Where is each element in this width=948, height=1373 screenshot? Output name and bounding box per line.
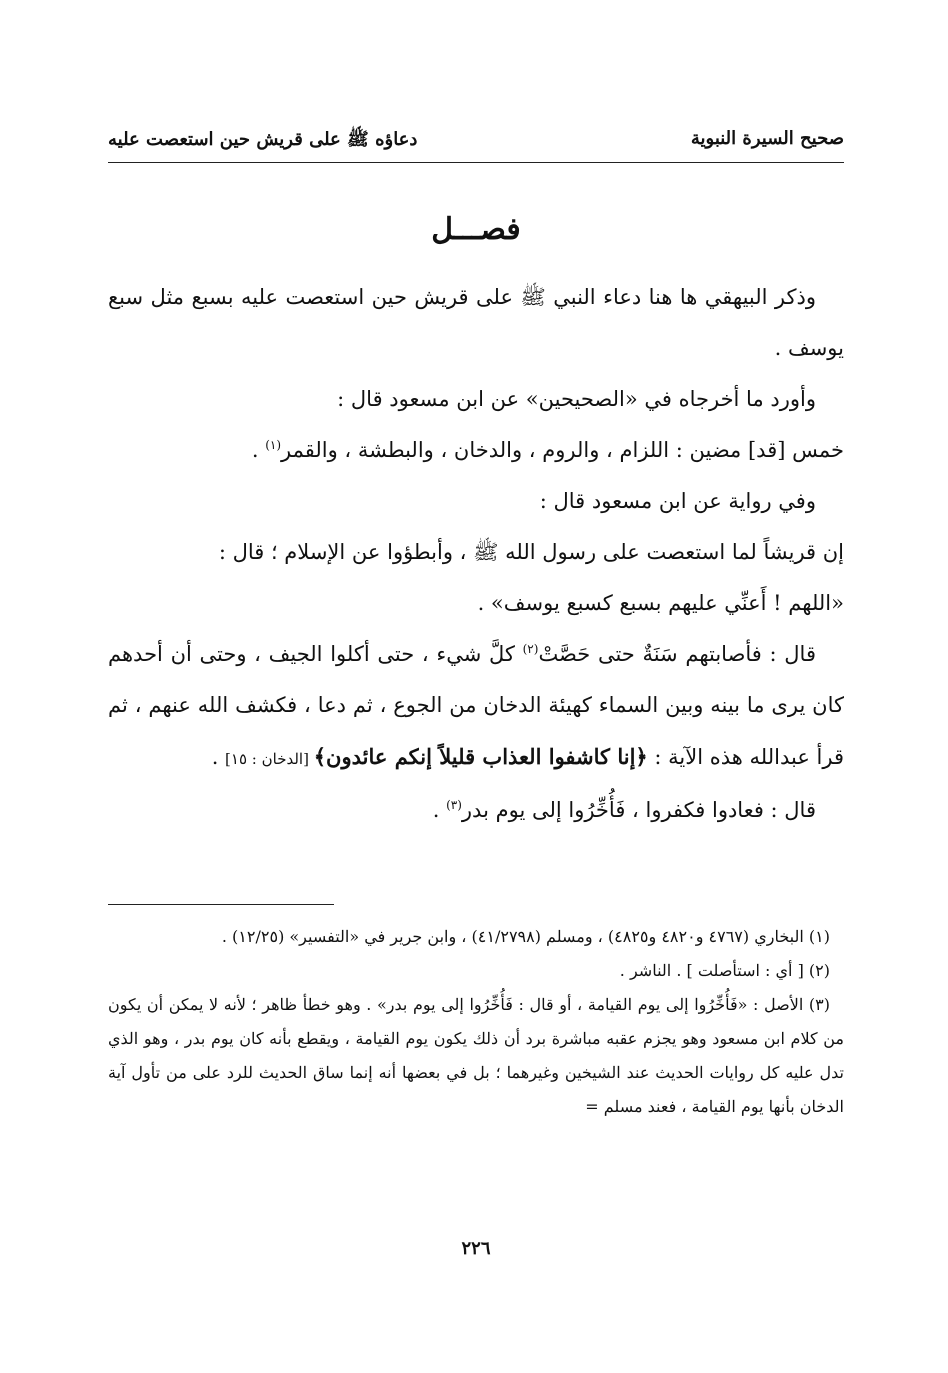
paragraph-7-text-b: كلَّ شيء ، حتى أكلوا الجيف ، وحتى أن أحدهم كان يرى ما بينه وبين السماء كهيئة الدخان من الجوع ، ثم دعا ، فكشف الله عنهم ، ثم قرأ عبدالله هذه الآية : [108, 642, 844, 769]
footnote-marker-2: (٢) [522, 642, 539, 656]
chapter-title: دعاؤه ﷺ على قريش حين استعصت عليه [108, 129, 418, 150]
paragraph-8-end: . [432, 798, 447, 822]
paragraph-1: وذكر البيهقي ها هنا دعاء النبي ﷺ على قريش حين استعصت عليه بسبع مثل سبع يوسف . [108, 285, 844, 360]
paragraph-7 [108, 629, 844, 785]
paragraph-3-end: . [251, 438, 266, 462]
paragraph-4: وفي رواية عن ابن مسعود قال : [539, 489, 816, 513]
paragraph-6: «اللهم ! أَعنِّي عليهم بسبع كسبع يوسف» . [477, 591, 844, 615]
paragraph-7-text-a: قال : فأصابتهم سَنَةٌ حتى حَصَّتْ [538, 642, 816, 666]
paragraph-3 [108, 425, 844, 476]
book-title: صحيح السيرة النبوية [690, 128, 844, 149]
footnotes [108, 920, 844, 1124]
book-page [108, 0, 844, 1373]
footnote-3: (٣) الأصل : «فَأُخِّرُوا إلى يوم القيامة ، أو قال : فَأُخِّرُوا إلى يوم بدر» . وهو خطأ ظاهر ؛ لأنه لا يمكن أن يكون من كلام ابن مسعود وهو يجزم عقبه مباشرة برد أن ذلك يكون يوم القيامة ، ويقطع بأنه كان يوم بدر ، وهو الذي تدل عليه كل روايات الحديث عند الشيخين وغيرهما ؛ بل في بعضها أنه إنما ساق الحديث للرد على من تأول آية الدخان بأنها يوم القيامة ، فعند مسلم = [108, 995, 844, 1116]
running-header [108, 128, 844, 162]
main-text [108, 272, 844, 836]
paragraph-3-text: خمس [قد] مضين : اللزام ، والروم ، والدخان ، والبطشة ، والقمر [281, 438, 844, 462]
paragraph-7-end: . [211, 745, 226, 769]
paragraph-2: وأورد ما أخرجاه في «الصحيحين» عن ابن مسعود قال : [337, 387, 816, 411]
footnote-1: (١) البخاري (٤٧٦٧ و٤٨٢٠ و٤٨٢٥) ، ومسلم (٤١/٢٧٩٨) ، وابن جرير في «التفسير» (١٢/٢٥) . [221, 927, 830, 946]
page-number: ٢٢٦ [461, 1238, 491, 1259]
paragraph-5: إن قريشاً لما استعصت على رسول الله ﷺ ، وأبطؤوا عن الإسلام ؛ قال : [218, 540, 844, 564]
verse-reference: [الدخان : ١٥] [225, 750, 314, 768]
header-divider [108, 162, 844, 163]
footnote-divider [108, 904, 334, 905]
paragraph-8 [108, 785, 844, 836]
section-heading: فصـــل [431, 212, 521, 247]
footnote-marker-3: (٣) [446, 798, 462, 812]
footnote-2: (٢) [ أي : استأصلت ] . الناشر . [619, 961, 830, 980]
footnote-marker-1: (١) [265, 438, 282, 452]
paragraph-8-text: قال : فعادوا فكفروا ، فَأُخِّرُوا إلى يوم بدر [461, 798, 816, 822]
quran-verse: ﴿إنا كاشفوا العذاب قليلاً إنكم عائدون﴾ [313, 744, 648, 769]
